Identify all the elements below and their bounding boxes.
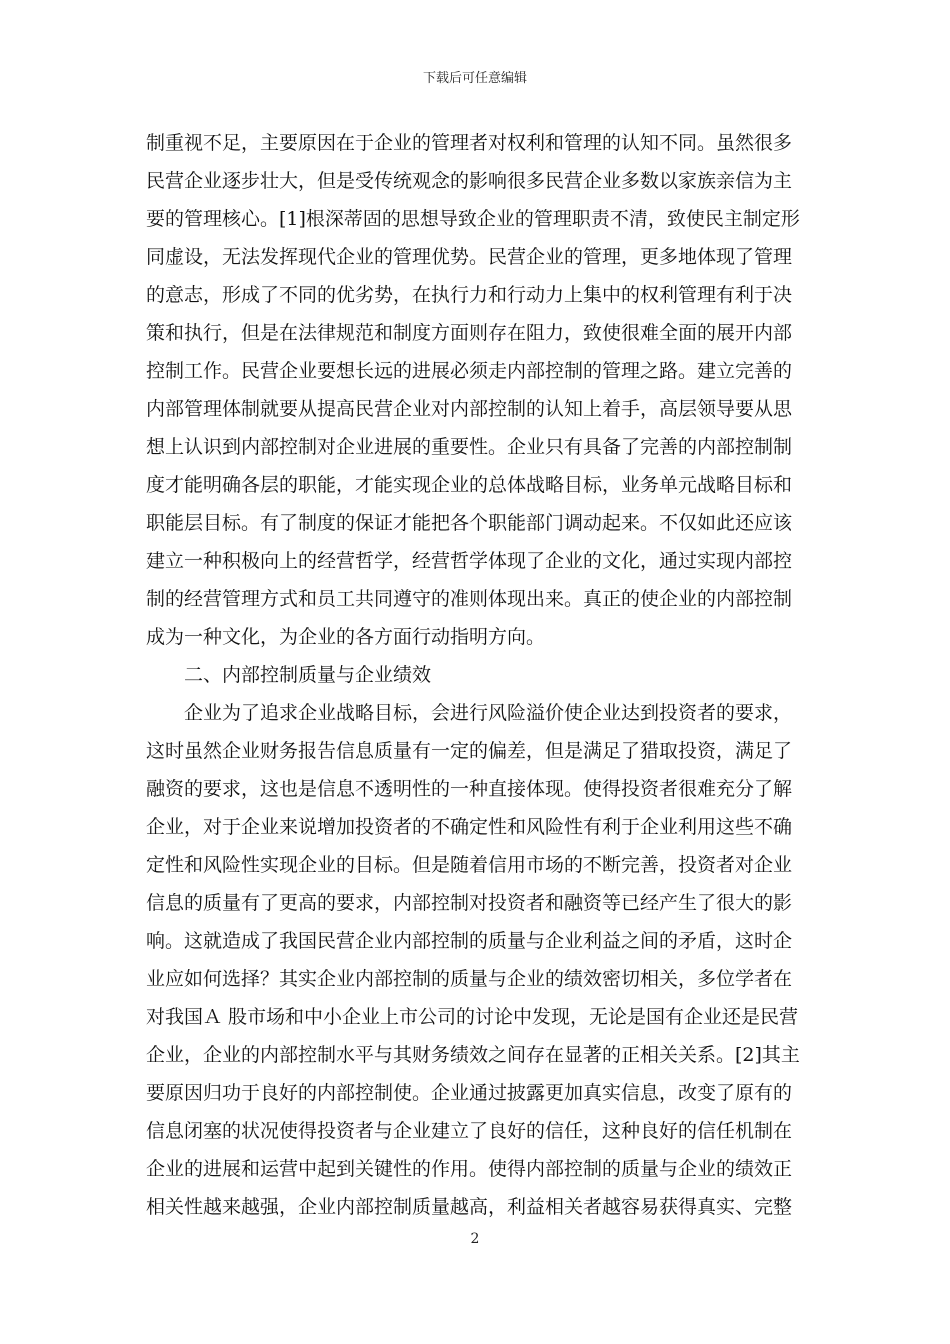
text-line: 成为一种文化，为企业的各方面行动指明方向。 xyxy=(146,626,546,648)
text-line: 制的经营管理方式和员工共同遵守的准则体现出来。真正的使企业的内部控制 xyxy=(146,588,793,610)
text-line: 融资的要求，这也是信息不透明性的一种直接体现。使得投资者很难充分了解 xyxy=(146,778,793,800)
text-line: 信息的质量有了更高的要求，内部控制对投资者和融资等已经产生了很大的影 xyxy=(146,892,793,914)
text-line: 建立一种积极向上的经营哲学，经营哲学体现了企业的文化，通过实现内部控 xyxy=(146,550,793,572)
text-line: 企业，对于企业来说增加投资者的不确定性和风险性有利于企业利用这些不确 xyxy=(146,816,793,838)
text-line: 二、内部控制质量与企业绩效 xyxy=(184,664,432,686)
text-line: 职能层目标。有了制度的保证才能把各个职能部门调动起来。不仅如此还应该 xyxy=(146,512,793,534)
text-line: 要原因归功于良好的内部控制使。企业通过披露更加真实信息，改变了原有的 xyxy=(146,1082,793,1104)
text-line: 响。这就造成了我国民营企业内部控制的质量与企业利益之间的矛盾，这时企 xyxy=(146,930,793,952)
text-line: 内部管理体制就要从提高民营企业对内部控制的认知上着手，高层领导要从思 xyxy=(146,398,793,420)
text-line: 的意志，形成了不同的优劣势，在执行力和行动力上集中的权利管理有利于决 xyxy=(146,284,793,306)
page-number: 2 xyxy=(470,1231,480,1247)
text-line: 信息闭塞的状况使得投资者与企业建立了良好的信任，这种良好的信任机制在 xyxy=(146,1120,793,1142)
text-line: 企业，企业的内部控制水平与其财务绩效之间存在显著的正相关关系。[2]其主 xyxy=(146,1044,800,1066)
text-line: 业应如何选择？其实企业内部控制的质量与企业的绩效密切相关，多位学者在 xyxy=(146,968,793,990)
text-line: 同虚设，无法发挥现代企业的管理优势。民营企业的管理，更多地体现了管理 xyxy=(146,246,793,268)
text-line: 策和执行，但是在法律规范和制度方面则存在阻力，致使很难全面的展开内部 xyxy=(146,322,793,344)
text-line: 民营企业逐步壮大，但是受传统观念的影响很多民营企业多数以家族亲信为主 xyxy=(146,170,793,192)
text-line: 相关性越来越强，企业内部控制质量越高，利益相关者越容易获得真实、完整 xyxy=(146,1196,793,1218)
text-line: 要的管理核心。[1]根深蒂固的思想导致企业的管理职责不清，致使民主制定形 xyxy=(146,208,800,230)
document-body xyxy=(146,124,806,1226)
text-line: 企业的进展和运营中起到关键性的作用。使得内部控制的质量与企业的绩效正 xyxy=(146,1158,793,1180)
page-header: 下载后可任意编辑 xyxy=(422,71,527,86)
text-line: 这时虽然企业财务报告信息质量有一定的偏差，但是满足了猎取投资，满足了 xyxy=(146,740,793,762)
text-line: 对我国Ａ 股市场和中小企业上市公司的讨论中发现，无论是国有企业还是民营 xyxy=(146,1006,799,1028)
text-line: 企业为了追求企业战略目标，会进行风险溢价使企业达到投资者的要求， xyxy=(184,702,793,724)
text-line: 想上认识到内部控制对企业进展的重要性。企业只有具备了完善的内部控制制 xyxy=(146,436,793,458)
text-line: 控制工作。民营企业要想长远的进展必须走内部控制的管理之路。建立完善的 xyxy=(146,360,793,382)
text-line: 定性和风险性实现企业的目标。但是随着信用市场的不断完善，投资者对企业 xyxy=(146,854,793,876)
text-line: 度才能明确各层的职能，才能实现企业的总体战略目标，业务单元战略目标和 xyxy=(146,474,793,496)
text-line: 制重视不足，主要原因在于企业的管理者对权利和管理的认知不同。虽然很多 xyxy=(146,132,793,154)
